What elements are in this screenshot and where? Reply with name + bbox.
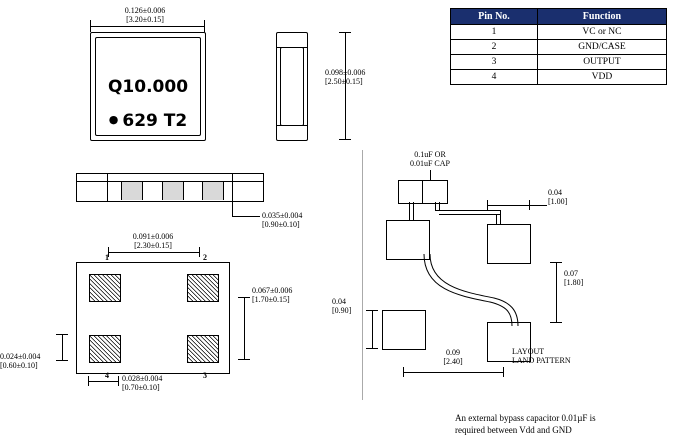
thickness-mm: [0.90±0.10] — [262, 220, 300, 230]
thickness-pad-2 — [162, 182, 184, 200]
pad-label-1: 1 — [105, 253, 109, 262]
cell-pin-no: 2 — [451, 40, 538, 55]
cell-pin-no: 4 — [451, 70, 538, 85]
pin-function-table — [450, 8, 667, 85]
package-marking-dot: ● — [108, 113, 119, 126]
cell-pin-no: 1 — [451, 25, 538, 40]
package-marking-line2: 629 T2 — [122, 111, 188, 131]
package-bottom-view-outline — [76, 262, 230, 374]
top-view-height-dimension — [325, 68, 365, 86]
leader-line-thickness-vert — [232, 200, 233, 217]
pitch-y-mm: [1.70±0.15] — [252, 295, 290, 305]
trace-cap-left-down — [409, 202, 410, 220]
pad-width-inch: 0.028±0.004 — [122, 374, 163, 383]
package-side-view-outline — [276, 32, 308, 141]
dim-line-pad-height — [62, 334, 63, 360]
land-dim-a-inch: 0.04 — [548, 188, 562, 197]
pad-width-dimension — [122, 374, 162, 392]
land-pattern-trace-curve — [420, 250, 530, 340]
land-pattern-caption — [512, 347, 571, 365]
footnote-line2: required between Vdd and GND — [455, 425, 572, 436]
footnote-line1: An external bypass capacitor 0.01µF is — [455, 413, 596, 423]
land-dim-a-mm: [1.00] — [548, 197, 568, 207]
package-top-view-outline — [90, 32, 206, 141]
thickness-dimension — [262, 211, 302, 229]
section-divider — [362, 150, 363, 400]
pad-height-mm: [0.60±0.10] — [0, 361, 38, 371]
trace-cap-right-down — [435, 202, 436, 210]
pad-label-4: 4 — [105, 371, 109, 380]
land-dim-c — [332, 297, 351, 315]
pad-2 — [187, 274, 219, 302]
dim-line-pitch-x — [108, 252, 199, 253]
pad-3 — [187, 335, 219, 363]
pad-width-mm: [0.70±0.10] — [122, 383, 160, 393]
trace-to-pad2 — [500, 210, 501, 224]
dim-ext-pad-w-right — [118, 376, 119, 386]
table-row — [451, 25, 667, 40]
cell-function: GND/CASE — [537, 40, 666, 55]
capacitor-label-line1: 0.1uF OR — [414, 150, 446, 159]
trace-cap-right-across — [435, 210, 500, 211]
cell-function: OUTPUT — [537, 55, 666, 70]
trace-to-pad2b — [496, 214, 497, 224]
pad-label-2: 2 — [203, 253, 207, 262]
top-view-height-mm: [2.50±0.15] — [325, 77, 363, 87]
trace-cap-left-down2 — [413, 202, 414, 220]
dim-ext-pad-w-left — [88, 376, 89, 386]
table-row — [451, 70, 667, 85]
leader-land-a — [529, 205, 547, 206]
package-marking-line1: Q10.000 — [107, 77, 189, 97]
dim-ext-land-c-bottom — [366, 348, 378, 349]
package-side-view-inner — [280, 47, 304, 126]
land-dim-d-mm: [2.40] — [443, 357, 463, 367]
land-dim-b-inch: 0.07 — [564, 269, 578, 278]
bottom-view-pitch-x-dimension — [93, 232, 213, 250]
dim-ext-land-c-top — [366, 310, 378, 311]
bottom-view-pitch-y-dimension — [252, 286, 292, 304]
cell-pin-no: 3 — [451, 55, 538, 70]
pitch-y-inch: 0.067±0.006 — [252, 286, 293, 295]
dim-ext-bottom — [339, 139, 351, 140]
capacitor-footprint — [398, 180, 448, 204]
trace-cap-right-down2 — [439, 202, 440, 210]
cell-function: VC or NC — [537, 25, 666, 40]
top-view-width-mm: [3.20±0.15] — [126, 15, 164, 25]
thickness-pad-1 — [121, 182, 143, 200]
cell-function: VDD — [537, 70, 666, 85]
pad-height-inch: 0.024±0.004 — [0, 352, 41, 361]
column-header-pin-no: Pin No. — [451, 9, 538, 25]
dim-ext-land-a-left — [487, 200, 488, 210]
table-row — [451, 55, 667, 70]
top-view-height-inch: 0.098±0.006 — [325, 68, 366, 77]
pad-4 — [89, 335, 121, 363]
pitch-x-inch: 0.091±0.006 — [132, 232, 174, 241]
capacitor-label-line2: 0.01uF CAP — [409, 159, 450, 169]
dim-line-land-d — [403, 372, 503, 373]
dim-line-top-width — [90, 26, 204, 27]
package-marking-row2 — [91, 111, 205, 131]
dim-ext-land-b-top — [550, 262, 562, 263]
pad-label-3: 3 — [203, 371, 207, 380]
land-dim-a — [548, 188, 567, 206]
land-pattern-caption-line1: LAYOUT — [512, 347, 545, 356]
column-header-function: Function — [537, 9, 666, 25]
dim-ext-pad-h-bottom — [56, 360, 68, 361]
dim-line-land-c — [372, 310, 373, 348]
dim-ext-pitch-y-top — [238, 297, 250, 298]
dim-ext-pad-h-top — [56, 334, 68, 335]
dim-line-pad-width — [88, 381, 118, 382]
dim-ext-top — [339, 32, 351, 33]
pitch-x-mm: [2.30±0.15] — [134, 241, 172, 251]
dim-ext-left — [90, 20, 91, 32]
land-dim-b-mm: [1.80] — [564, 278, 584, 288]
land-pattern-caption-line2: LAND PATTERN — [512, 356, 571, 366]
dim-ext-land-d-right — [503, 367, 504, 377]
footnote — [455, 412, 670, 436]
thickness-inch: 0.035±0.004 — [262, 211, 303, 220]
pad-height-dimension — [0, 352, 40, 370]
side-view-line-top — [277, 47, 307, 48]
side-view-line-bottom — [277, 125, 307, 126]
pad-1 — [89, 274, 121, 302]
leader-line-thickness — [232, 216, 260, 217]
land-dim-d-inch: 0.09 — [446, 348, 460, 357]
land-dim-c-mm: [0.90] — [332, 306, 352, 316]
top-view-width-inch: 0.126±0.006 — [124, 6, 166, 15]
table-row — [451, 40, 667, 55]
table-header-row — [451, 9, 667, 25]
land-dim-b — [564, 269, 583, 287]
dim-ext-land-b-bottom — [550, 322, 562, 323]
capacitor-footprint-div — [422, 181, 423, 203]
dim-ext-right — [204, 20, 205, 32]
thickness-pad-3 — [202, 182, 224, 200]
land-dim-c-inch: 0.04 — [332, 297, 346, 306]
capacitor-label — [375, 150, 485, 168]
top-view-width-dimension — [85, 6, 205, 24]
dim-line-land-b — [556, 262, 557, 322]
dim-line-land-a — [487, 205, 529, 206]
capacitor-leader — [430, 170, 431, 180]
thickness-view-div2 — [232, 174, 233, 201]
dim-line-pitch-y — [244, 297, 245, 359]
trace-cap-right-across2 — [439, 214, 500, 215]
thickness-view-div1 — [107, 174, 108, 201]
dim-ext-pitch-y-bottom — [238, 359, 250, 360]
dim-ext-land-d-left — [403, 367, 404, 377]
package-thickness-view — [76, 173, 264, 202]
land-dim-d — [415, 348, 491, 366]
